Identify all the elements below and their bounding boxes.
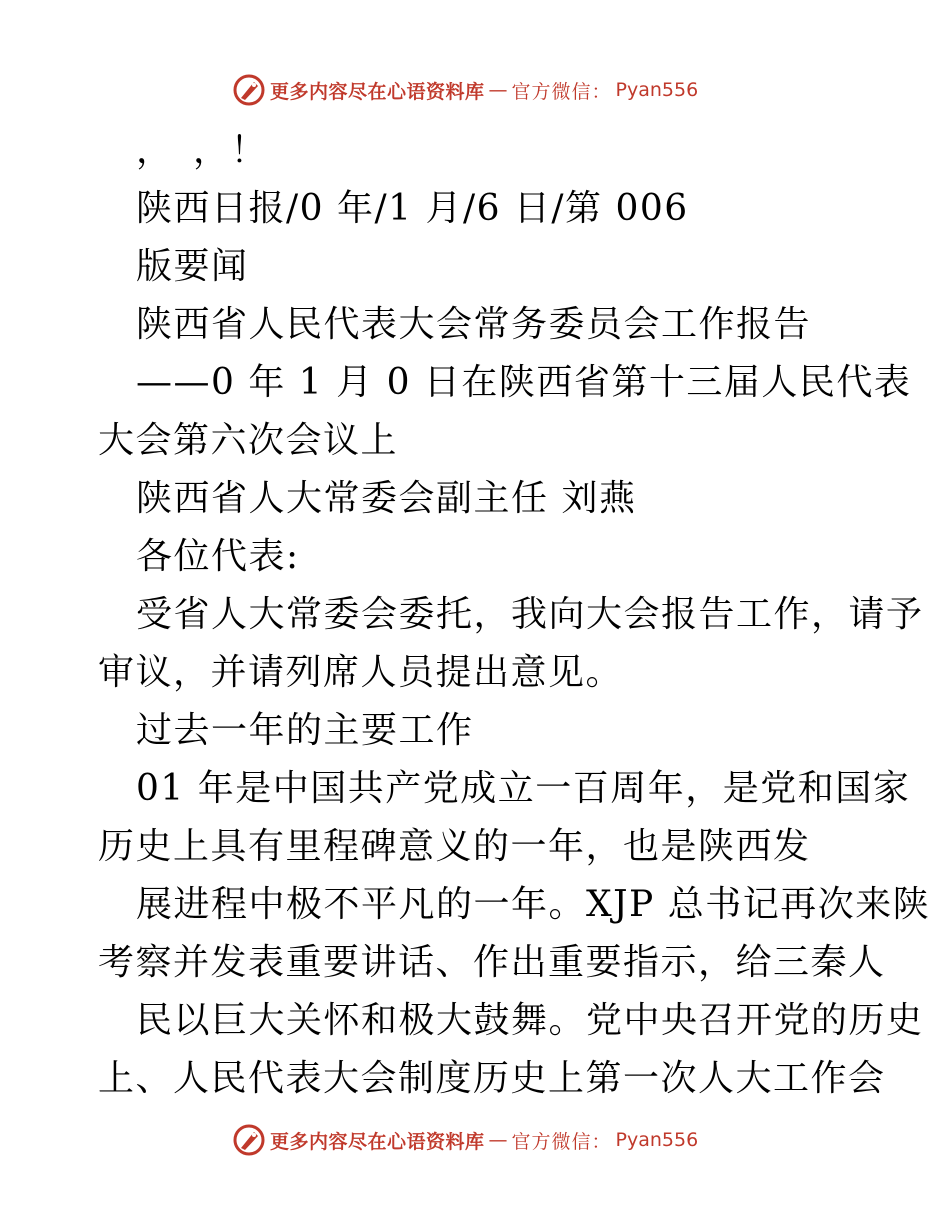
- salutation: 各位代表:: [136, 536, 300, 577]
- report-title: 陕西省人民代表大会常务委员会工作报告: [136, 304, 812, 345]
- watermark-wechat-label: 官方微信：: [511, 80, 612, 103]
- footer-watermark: [232, 1122, 732, 1158]
- watermark-dash: —: [488, 79, 508, 101]
- punctuation-line: ， ，！: [136, 130, 269, 171]
- body-paragraph-line: 审议，并请列席人员提出意见。: [98, 652, 624, 693]
- section-line: 版要闻: [136, 246, 249, 287]
- body-paragraph-line: 受省人大常委会委托，我向大会报告工作，请予: [136, 594, 924, 635]
- watermark-site-text: 更多内容尽在心语资料库: [270, 1130, 485, 1153]
- source-line: 陕西日报/0 年/1 月/6 日/第 006: [136, 188, 689, 229]
- body-paragraph-line: 民以巨大关怀和极大鼓舞。党中央召开党的历史: [136, 1000, 924, 1041]
- body-paragraph-line: 01 年是中国共产党成立一百周年，是党和国家: [136, 768, 911, 809]
- report-subtitle-continued: 大会第六次会议上: [98, 420, 399, 461]
- body-paragraph-line: 历史上具有里程碑意义的一年，也是陕西发: [98, 826, 811, 867]
- watermark-wechat-id: Pyan556: [615, 79, 699, 101]
- document-body: [98, 122, 931, 1108]
- body-paragraph-line: 上、人民代表大会制度历史上第一次人大工作会: [98, 1058, 886, 1099]
- watermark-wechat-id: Pyan556: [615, 1129, 699, 1151]
- section-heading: 过去一年的主要工作: [136, 710, 474, 751]
- body-paragraph-line: 展进程中极不平凡的一年。XJP 总书记再次来陕: [136, 884, 931, 925]
- body-paragraph-line: 考察并发表重要讲话、作出重要指示，给三秦人: [98, 942, 886, 983]
- watermark-site-text: 更多内容尽在心语资料库: [270, 80, 485, 103]
- header-watermark: [232, 72, 732, 108]
- report-author: 陕西省人大常委会副主任 刘燕: [136, 478, 637, 519]
- pen-nib-logo-icon: [232, 1123, 266, 1157]
- watermark-dash: —: [488, 1129, 508, 1151]
- watermark-wechat-label: 官方微信：: [511, 1130, 612, 1153]
- report-subtitle: ——0 年 1 月 0 日在陕西省第十三届人民代表: [136, 362, 912, 403]
- pen-nib-logo-icon: [232, 73, 266, 107]
